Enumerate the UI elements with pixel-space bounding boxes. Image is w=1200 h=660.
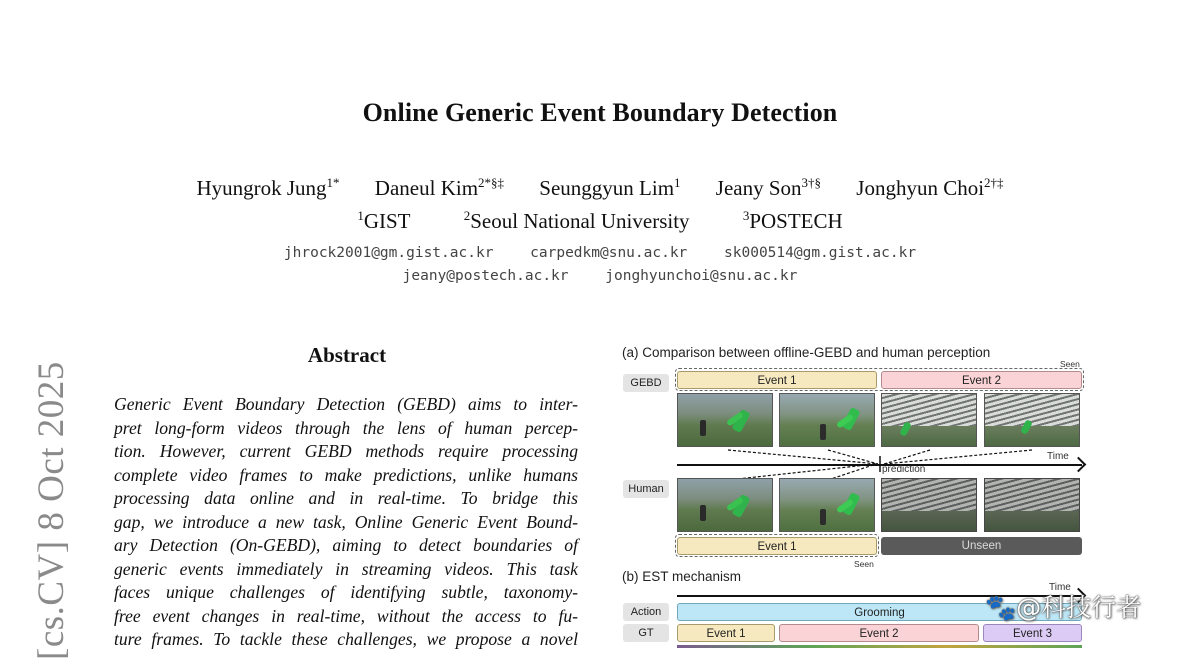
abstract-line: generic events immediately in streaming videos. This task (114, 558, 578, 579)
abstract-heading: Abstract (307, 343, 387, 367)
gebd-event-1: Event 1 (677, 371, 877, 389)
email-row (0, 245, 1200, 261)
abstract-body (114, 393, 578, 652)
author: Jeany Son$^{3\dagger\S}$ (715, 175, 822, 200)
seen-label: Seen (1060, 359, 1080, 369)
figure-caption-b: (b) EST mechanism (622, 569, 742, 584)
arxiv-stamp: [cs.CV] 8 Oct 2025 (31, 361, 72, 660)
video-frame-unseen (984, 478, 1080, 532)
seen-label: Seen (854, 559, 874, 569)
author: Hyungrok Jung$^{1*}$ (196, 175, 340, 200)
unseen-bar: Unseen (881, 537, 1082, 555)
email-row (0, 268, 1200, 284)
gt-event-1: Event 1 (677, 624, 775, 642)
abstract-line: ary Detection (On-GEBD), aiming to detect boundaries of (114, 535, 578, 555)
gebd-row-label: GEBD (623, 374, 669, 392)
author-list (0, 176, 1200, 201)
gt-event-2: Event 2 (779, 624, 979, 642)
paper-title: Online Generic Event Boundary Detection (362, 98, 838, 127)
time-label: Time (1049, 582, 1071, 593)
author: Seunggyun Lim$^1$ (539, 175, 681, 200)
action-grooming-bar: Grooming (677, 603, 1082, 621)
abstract-line: complete video frames to make predictions, unlike humans (114, 464, 578, 485)
gebd-event-2: Event 2 (881, 371, 1082, 389)
abstract-line: gap, we introduce a new task, Online Generic Event Bound- (114, 511, 578, 532)
email: jeany@postech.ac.kr (402, 268, 569, 284)
video-frame (677, 478, 773, 532)
affiliation: $^1$GIST (357, 208, 411, 233)
seen-region-outline (675, 534, 879, 557)
time-label: Time (1047, 451, 1069, 462)
human-event-1: Event 1 (677, 537, 877, 555)
abstract-line: pret long-form videos through the lens of human percep- (114, 417, 578, 438)
figure-caption-a: (a) Comparison between offline-GEBD and human perception (622, 345, 991, 360)
author: Jonghyun Choi$^{2\dagger\ddagger}$ (856, 175, 1004, 200)
email: jhrock2001@gm.gist.ac.kr (283, 245, 494, 261)
gt-row-label: GT (623, 624, 669, 642)
email: sk000514@gm.gist.ac.kr (724, 245, 917, 261)
video-frame-unseen (881, 478, 977, 532)
abstract-line: ture frames. To tackle these challenges, we propose a novel (114, 629, 578, 649)
abstract-line: processing data online and in real-time. To bridge this (114, 488, 578, 508)
watermark: 🐾@科技行者 (985, 593, 1142, 622)
abstract-line: faces unique challenges of identifying subtle, taxonomy- (114, 582, 578, 602)
affiliation-list (0, 209, 1200, 234)
action-row-label: Action (623, 603, 669, 621)
human-row-label: Human (623, 480, 669, 498)
video-frame (779, 478, 875, 532)
email: jonghyunchoi@snu.ac.kr (605, 268, 798, 284)
affiliation: $^2$Seoul National University (463, 208, 690, 233)
prediction-label: prediction (882, 464, 926, 475)
author: Daneul Kim$^{2*\S\ddagger}$ (374, 175, 505, 200)
affiliation: $^3$POSTECH (742, 208, 843, 233)
gt-event-3: Event 3 (983, 624, 1082, 642)
abstract-line: tion. However, current GEBD methods require processing (114, 441, 578, 461)
abstract-line: Generic Event Boundary Detection (GEBD) aims to inter- (114, 394, 578, 414)
abstract-line: free event changes in real-time, without the access to fu- (114, 605, 578, 626)
email: carpedkm@snu.ac.kr (530, 245, 688, 261)
